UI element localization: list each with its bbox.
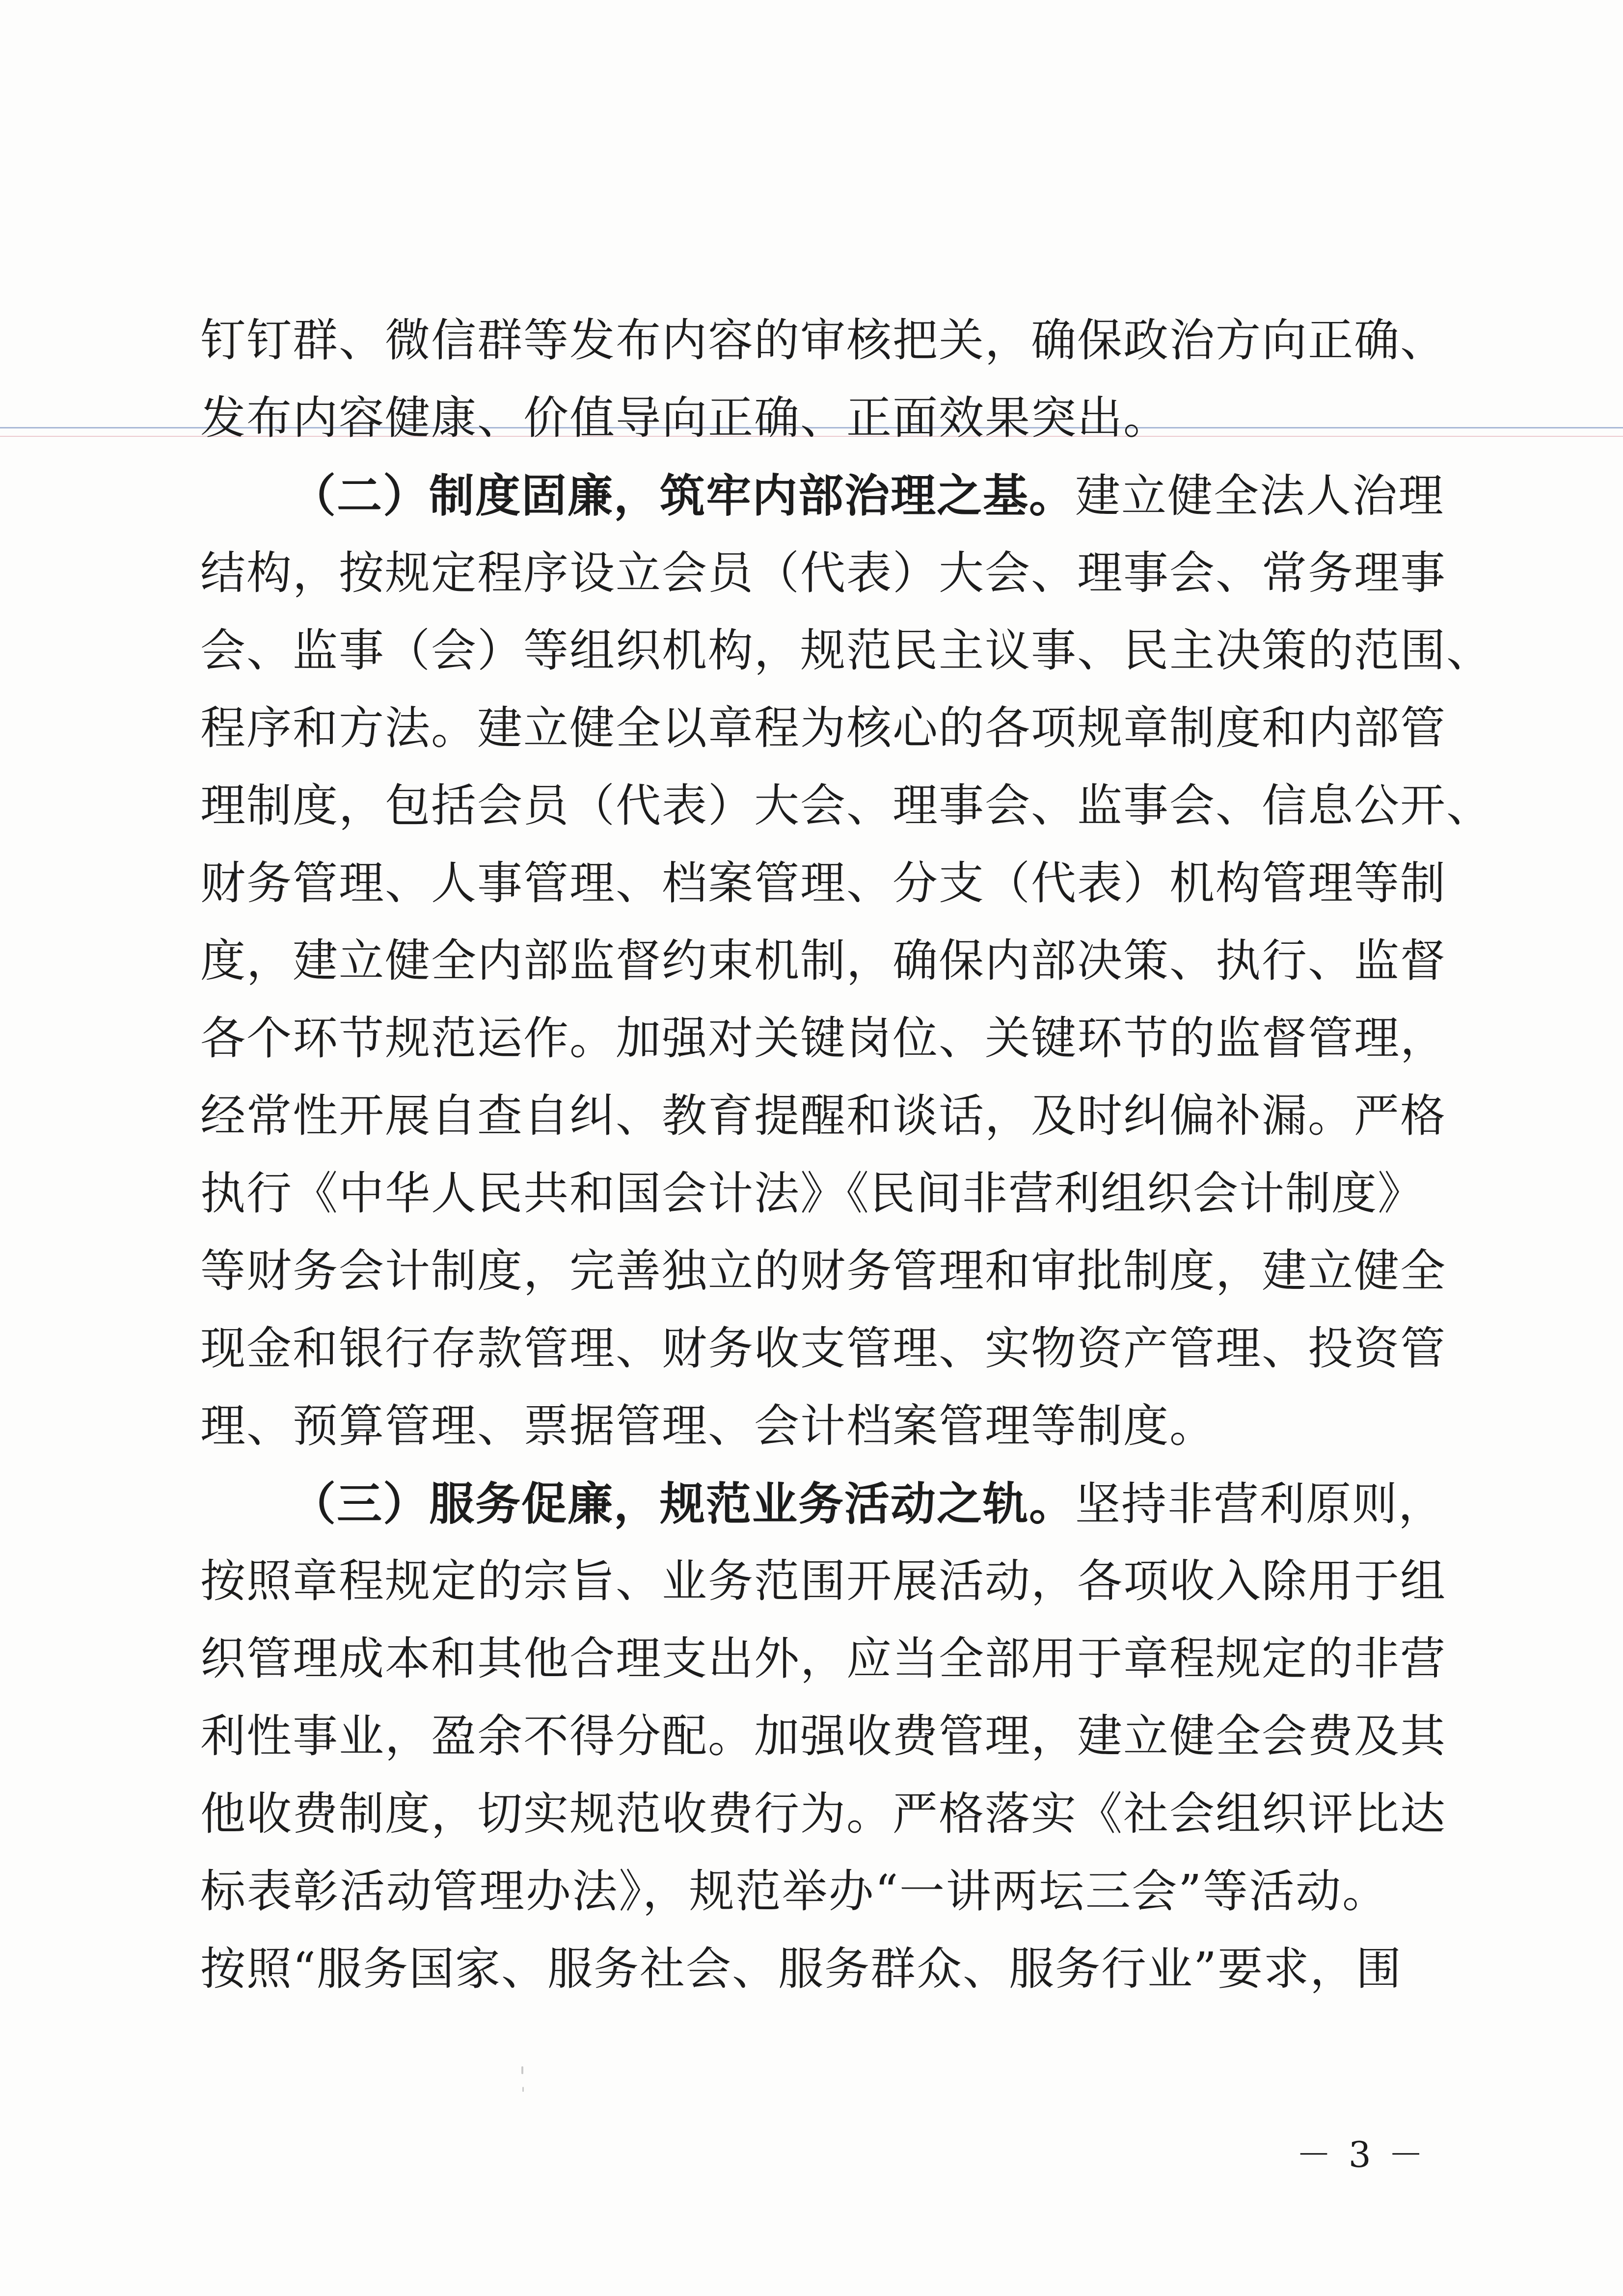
text-line: 织管理成本和其他合理支出外，应当全部用于章程规定的非营 <box>200 1632 1447 1685</box>
page-number: － 3 － <box>1296 2134 1427 2175</box>
text-line: 等财务会计制度，完善独立的财务管理和审批制度，建立健全 <box>200 1245 1447 1297</box>
body-text <box>200 302 1493 2008</box>
text-line: 钉钉群、微信群等发布内容的审核把关，确保政治方向正确、 <box>200 314 1447 367</box>
scan-speck <box>522 2087 524 2092</box>
text-line: 理制度，包括会员（代表）大会、理事会、监事会、信息公开、 <box>200 779 1493 832</box>
text-line: 会、监事（会）等组织机构，规范民主议事、民主决策的范围、 <box>200 624 1493 677</box>
text-line: 度，建立健全内部监督约束机制，确保内部决策、执行、监督 <box>200 934 1447 987</box>
text-run: 建立健全法人治理 <box>1075 470 1445 522</box>
section-heading: （二）制度固廉，筑牢内部治理之基。 <box>291 469 1076 522</box>
scan-speck <box>521 2066 523 2074</box>
text-line: 程序和方法。建立健全以章程为核心的各项规章制度和内部管 <box>200 702 1447 754</box>
section-heading: （三）服务促廉，规范业务活动之轨。 <box>291 1477 1076 1530</box>
text-line: 利性事业，盈余不得分配。加强收费管理，建立健全会费及其 <box>200 1710 1447 1762</box>
paragraph-line-with-heading <box>200 457 1445 534</box>
paragraph-line-with-heading <box>200 1465 1445 1543</box>
text-line: 按照“服务国家、服务社会、服务群众、服务行业”要求，围 <box>200 1943 1403 1995</box>
text-line: 现金和银行存款管理、财务收支管理、实物资产管理、投资管 <box>200 1322 1447 1375</box>
text-line: 经常性开展自查自纠、教育提醒和谈话，及时纠偏补漏。严格 <box>200 1090 1447 1142</box>
text-line: 他收费制度，切实规范收费行为。严格落实《社会组织评比达 <box>200 1788 1447 1840</box>
text-line: 理、预算管理、票据管理、会计档案管理等制度。 <box>200 1400 1216 1452</box>
text-line: 发布内容健康、价值导向正确、正面效果突出。 <box>200 392 1170 444</box>
text-line: 标表彰活动管理办法》，规范举办“一讲两坛三会”等活动。 <box>200 1865 1388 1918</box>
text-line: 财务管理、人事管理、档案管理、分支（代表）机构管理等制 <box>200 857 1447 909</box>
text-line: 按照章程规定的宗旨、业务范围开展活动，各项收入除用于组 <box>200 1555 1447 1607</box>
text-line: 结构，按规定程序设立会员（代表）大会、理事会、常务理事 <box>200 547 1447 599</box>
text-line: 执行《中华人民共和国会计法》《民间非营利组织会计制度》 <box>200 1167 1424 1220</box>
text-line: 各个环节规范运作。加强对关键岗位、关键环节的监督管理， <box>200 1012 1447 1065</box>
text-run: 坚持非营利原则， <box>1075 1478 1445 1530</box>
